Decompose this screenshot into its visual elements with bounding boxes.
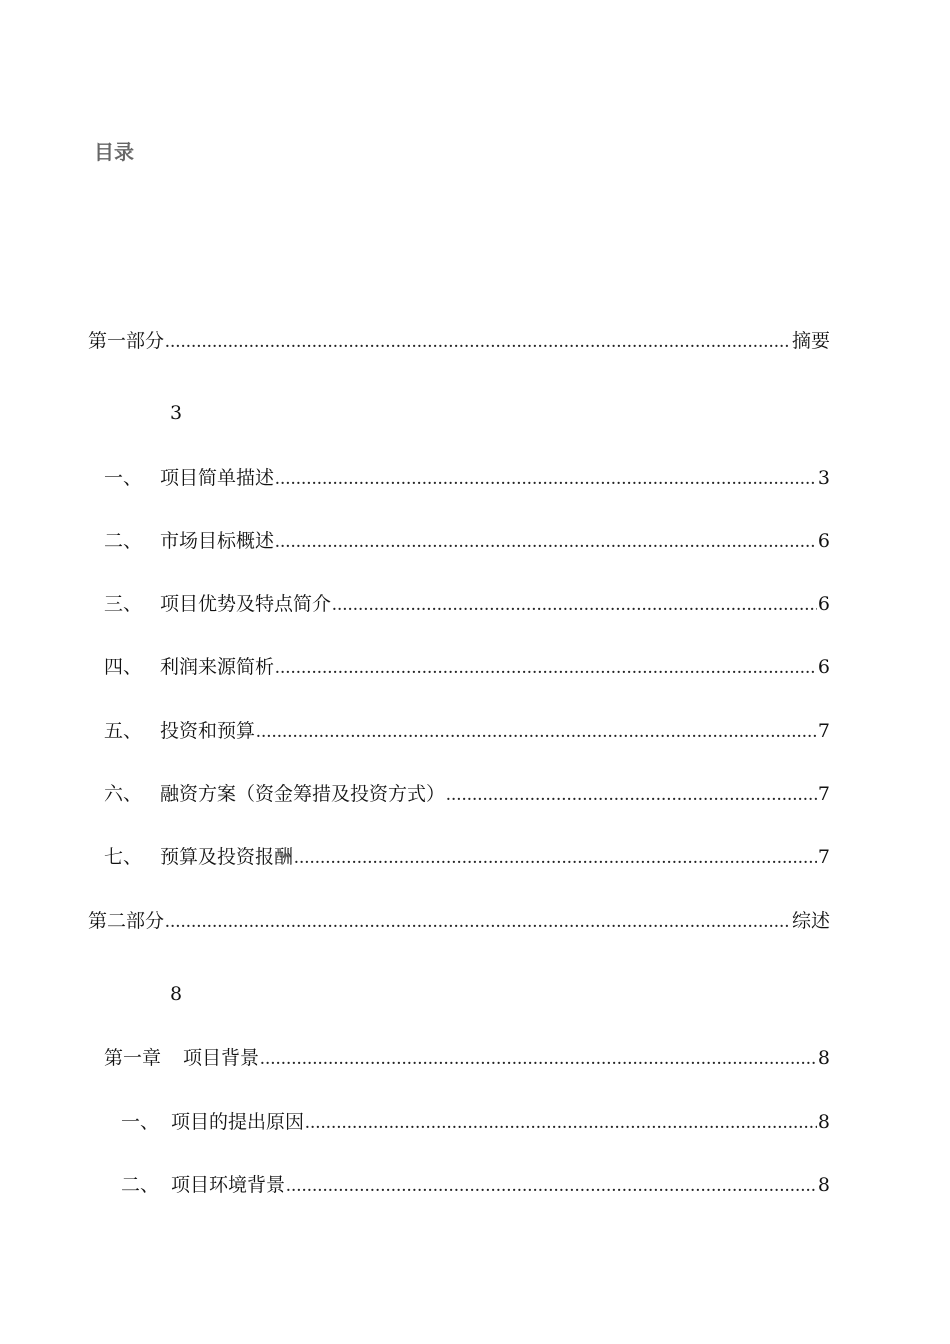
toc-entry[interactable] (104, 526, 830, 554)
toc-page-number: 8 (170, 983, 183, 1005)
toc-leader-dots (165, 331, 791, 353)
toc-entry-text: 项目优势及特点简介 (160, 593, 332, 615)
toc-leader-dots (305, 1112, 817, 1134)
toc-entry-number: 一、 (121, 1111, 160, 1133)
toc-entry[interactable] (104, 463, 830, 491)
toc-entry-number: 一、 (104, 467, 143, 489)
toc-entry-number: 二、 (121, 1174, 160, 1196)
toc-entry-number: 六、 (104, 783, 143, 805)
toc-page-number: 8 (817, 1047, 830, 1069)
toc-entry-number: 三、 (104, 593, 143, 615)
toc-part-title: 摘要 (791, 330, 830, 352)
toc-page-number: 3 (170, 402, 183, 424)
toc-entry-text: 项目环境背景 (171, 1174, 286, 1196)
toc-entry-text: 预算及投资报酬 (160, 846, 294, 868)
toc-entry-part1[interactable] (88, 326, 830, 354)
toc-part-title: 综述 (791, 910, 830, 932)
toc-entry-number: 七、 (104, 846, 143, 868)
toc-page-number: 6 (817, 593, 830, 615)
toc-page-number: 7 (817, 783, 830, 805)
toc-entry[interactable] (104, 716, 830, 744)
toc-entry-text: 项目背景 (183, 1047, 260, 1069)
toc-leader-dots (275, 657, 817, 679)
toc-page-number: 6 (817, 530, 830, 552)
toc-leader-dots (294, 847, 817, 869)
toc-entry[interactable] (104, 842, 830, 870)
toc-entry-number: 五、 (104, 720, 143, 742)
toc-page-number: 8 (817, 1174, 830, 1196)
toc-entry[interactable] (104, 652, 830, 680)
toc-page-number: 8 (817, 1111, 830, 1133)
toc-leader-dots (165, 911, 791, 933)
toc-entry-text: 市场目标概述 (160, 530, 275, 552)
toc-leader-dots (446, 784, 817, 806)
toc-leader-dots (275, 531, 817, 553)
toc-entry[interactable] (121, 1107, 830, 1135)
toc-entry[interactable] (104, 779, 830, 807)
toc-entry-text: 利润来源简析 (160, 656, 275, 678)
toc-leader-dots (332, 594, 817, 616)
toc-entry-text: 项目简单描述 (160, 467, 275, 489)
toc-part-label: 第二部分 (88, 910, 165, 932)
toc-entry-number: 第一章 (104, 1047, 162, 1069)
toc-page-number: 7 (817, 846, 830, 868)
toc-leader-dots (286, 1175, 817, 1197)
toc-entry[interactable] (121, 1170, 830, 1198)
toc-entry-chapter1[interactable] (104, 1043, 830, 1071)
toc-leader-dots (256, 721, 817, 743)
toc-page-number: 3 (817, 467, 830, 489)
toc-leader-dots (275, 468, 817, 490)
toc-entry-text: 项目的提出原因 (171, 1111, 305, 1133)
toc-entry-text: 融资方案（资金筹措及投资方式） (160, 783, 446, 805)
toc-entry-text: 投资和预算 (160, 720, 256, 742)
toc-entry[interactable] (104, 589, 830, 617)
toc-entry-number: 四、 (104, 656, 143, 678)
toc-leader-dots (260, 1048, 817, 1070)
toc-entry-part2[interactable] (88, 906, 830, 934)
toc-part-label: 第一部分 (88, 330, 165, 352)
toc-entry-number: 二、 (104, 530, 143, 552)
toc-page-number: 6 (817, 656, 830, 678)
toc-page-number: 7 (817, 720, 830, 742)
toc-title: 目录 (94, 140, 134, 164)
